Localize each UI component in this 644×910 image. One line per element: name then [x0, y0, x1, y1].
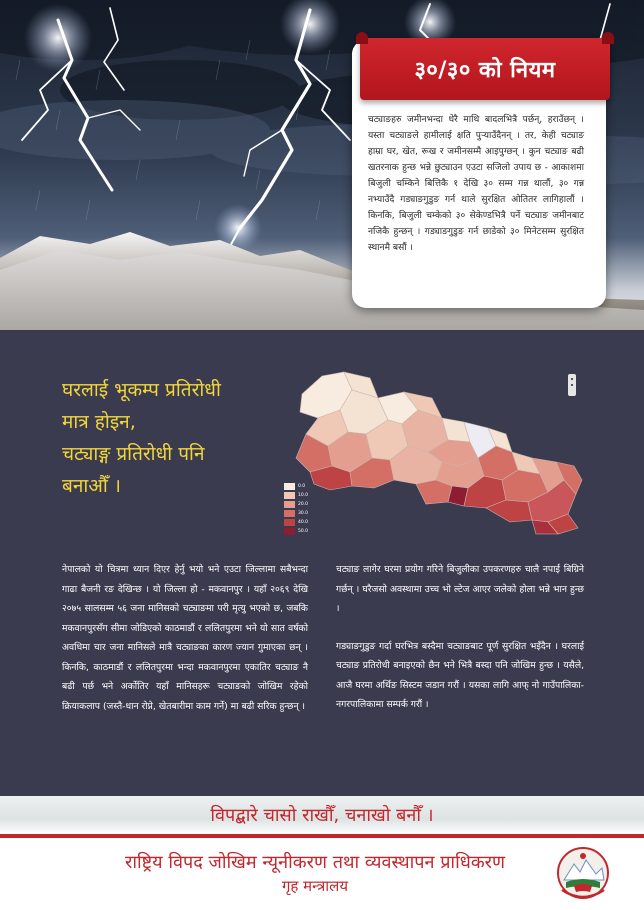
slogan: विपद्बारे चासो राखौँ, चनाखो बनौँ ।	[210, 805, 434, 826]
headline-line: चट्याङ्ग प्रतिरोधी पनि	[62, 443, 205, 465]
authority-name: राष्ट्रिय विपद जोखिम न्यूनीकरण तथा व्यवस्थापन प्राधिकरण	[124, 852, 506, 873]
legend-entry	[284, 500, 324, 508]
legend-label: 50.0	[298, 528, 309, 534]
rule-banner	[360, 38, 610, 100]
right-column-paragraph: गड्याङगुडुङ गर्दा घरभित्र बस्दैमा चट्याङबाट पूर्ण सुरक्षित भइँदैन । घरलाई चट्याङ प्रतिरोधी बनाइएको छैन भने भित्रै बस्दा पनि जोखिम हुन्छ । यसैले, आजै घरमा अर्थिङ सिस्टम जडान गरौं । यसका लागि आफ् नो गाउँपालिका-नगरपालिकामा सम्पर्क गरौं ।	[336, 640, 584, 710]
legend-entry	[284, 527, 324, 535]
headline-line: मात्र होइन,	[62, 411, 136, 433]
legend-swatch	[284, 483, 295, 490]
legend-label: 20.0	[298, 501, 309, 507]
divider-line	[0, 834, 644, 838]
legend-label: 10.0	[298, 492, 309, 498]
right-column-paragraph: चट्याङ लागेर घरमा प्रयोग गरिने बिजुलीका उपकरणहरु चालै नपाई बिग्रिने गर्छन् । घरैजसो अवस्थामा उच्च भो ल्टेज आएर जलेको होला भन्ने भान हुन्छ ।	[336, 564, 584, 614]
slogan-band	[0, 796, 644, 834]
legend-label: 30.0	[298, 510, 309, 516]
headline-line: घरलाई भूकम्प प्रतिरोधी	[62, 379, 221, 401]
map-legend	[284, 482, 324, 536]
map-scroll-handle[interactable]	[568, 374, 576, 396]
legend-entry	[284, 491, 324, 499]
headline-line: बनाऔँ ।	[62, 475, 121, 497]
nepal-emblem-icon	[556, 846, 610, 902]
legend-swatch	[284, 492, 295, 499]
ministry-name: गृह मन्त्रालय	[281, 877, 349, 895]
banner-curl-left	[356, 32, 368, 44]
legend-swatch	[284, 519, 295, 526]
legend-entry	[284, 518, 324, 526]
rule-body-text: चट्याङहरु जमीनभन्दा धेरै माथि बादलभित्रै पर्छन्, हराउँछन् । यस्ता चट्याङले हामीलाई क्षति पुऱ्याउँदैनन् । तर, केही चट्याङ हाम्रा घर, खेत, रूख र जमीनसम्मै आइपुग्छन् । कुन चट्याङ बढी खतरनाक हुन्छ भन्ने छुट्याउन एउटा सजिलो उपाय छ - आकाशमा बिजुली चम्किने बित्तिकै १ देखि ३० सम्म गन्न थालौं, ३० गन्न नभ्याउँदै गड्याङगुडुङ गर्न थाले सुरक्षित ओतितर लागिहालौं । किनकि, बिजुली चम्केको ३० सेकेण्डभित्रै पर्ने चट्याङ जमीनबाट नजिकै हुन्छन् । गड्याङगुडुङ गर्न छाडेको ३० मिनेटसम्म सुरक्षित स्थानमै बसौं ।	[368, 115, 584, 253]
legend-swatch	[284, 528, 295, 535]
legend-swatch	[284, 501, 295, 508]
legend-label: 0.0	[298, 483, 306, 489]
nepal-lightning-map	[292, 362, 592, 540]
legend-entry	[284, 482, 324, 490]
info-panel	[0, 330, 644, 796]
legend-label: 40.0	[298, 519, 309, 525]
legend-entry	[284, 509, 324, 517]
banner-curl-right	[602, 32, 614, 44]
headline	[62, 374, 292, 502]
legend-swatch	[284, 510, 295, 517]
rule-title: ३०/३० को नियम	[414, 58, 556, 83]
left-column-text: नेपालको यो चित्रमा ध्यान दिएर हेर्नु भयो भने एउटा जिल्लामा सबैभन्दा गाढा बैजनी रङ देखिन्छ । यो जिल्ला हो - मकवानपुर । यहाँ २०६९ देखि २०७५ सालसम्म ५६ जना मानिसको चट्याङमा परी मृत्यु भएको छ, जबकि मकवानपुरसँग सीमा जोडिएको काठमाडौं र ललितपुरमा भने यो सात वर्षको अवधिमा चार जना मानिसले मात्रै चट्याङका कारण ज्यान गुमाएका छन् । किनकि, काठमाडौं र ललितपुरमा भन्दा मकवानपुरमा एकातिर चट्याङ नै बढी पर्छ भने अर्कोतिर यहाँ मानिसहरू चट्याङको जोखिम रहेको क्रियाकलाप (जस्तै-धान रोप्ने, खेतबारीमा काम गर्ने) मा बढी सरिक हुन्छन् ।	[62, 564, 308, 712]
right-column	[336, 560, 584, 715]
